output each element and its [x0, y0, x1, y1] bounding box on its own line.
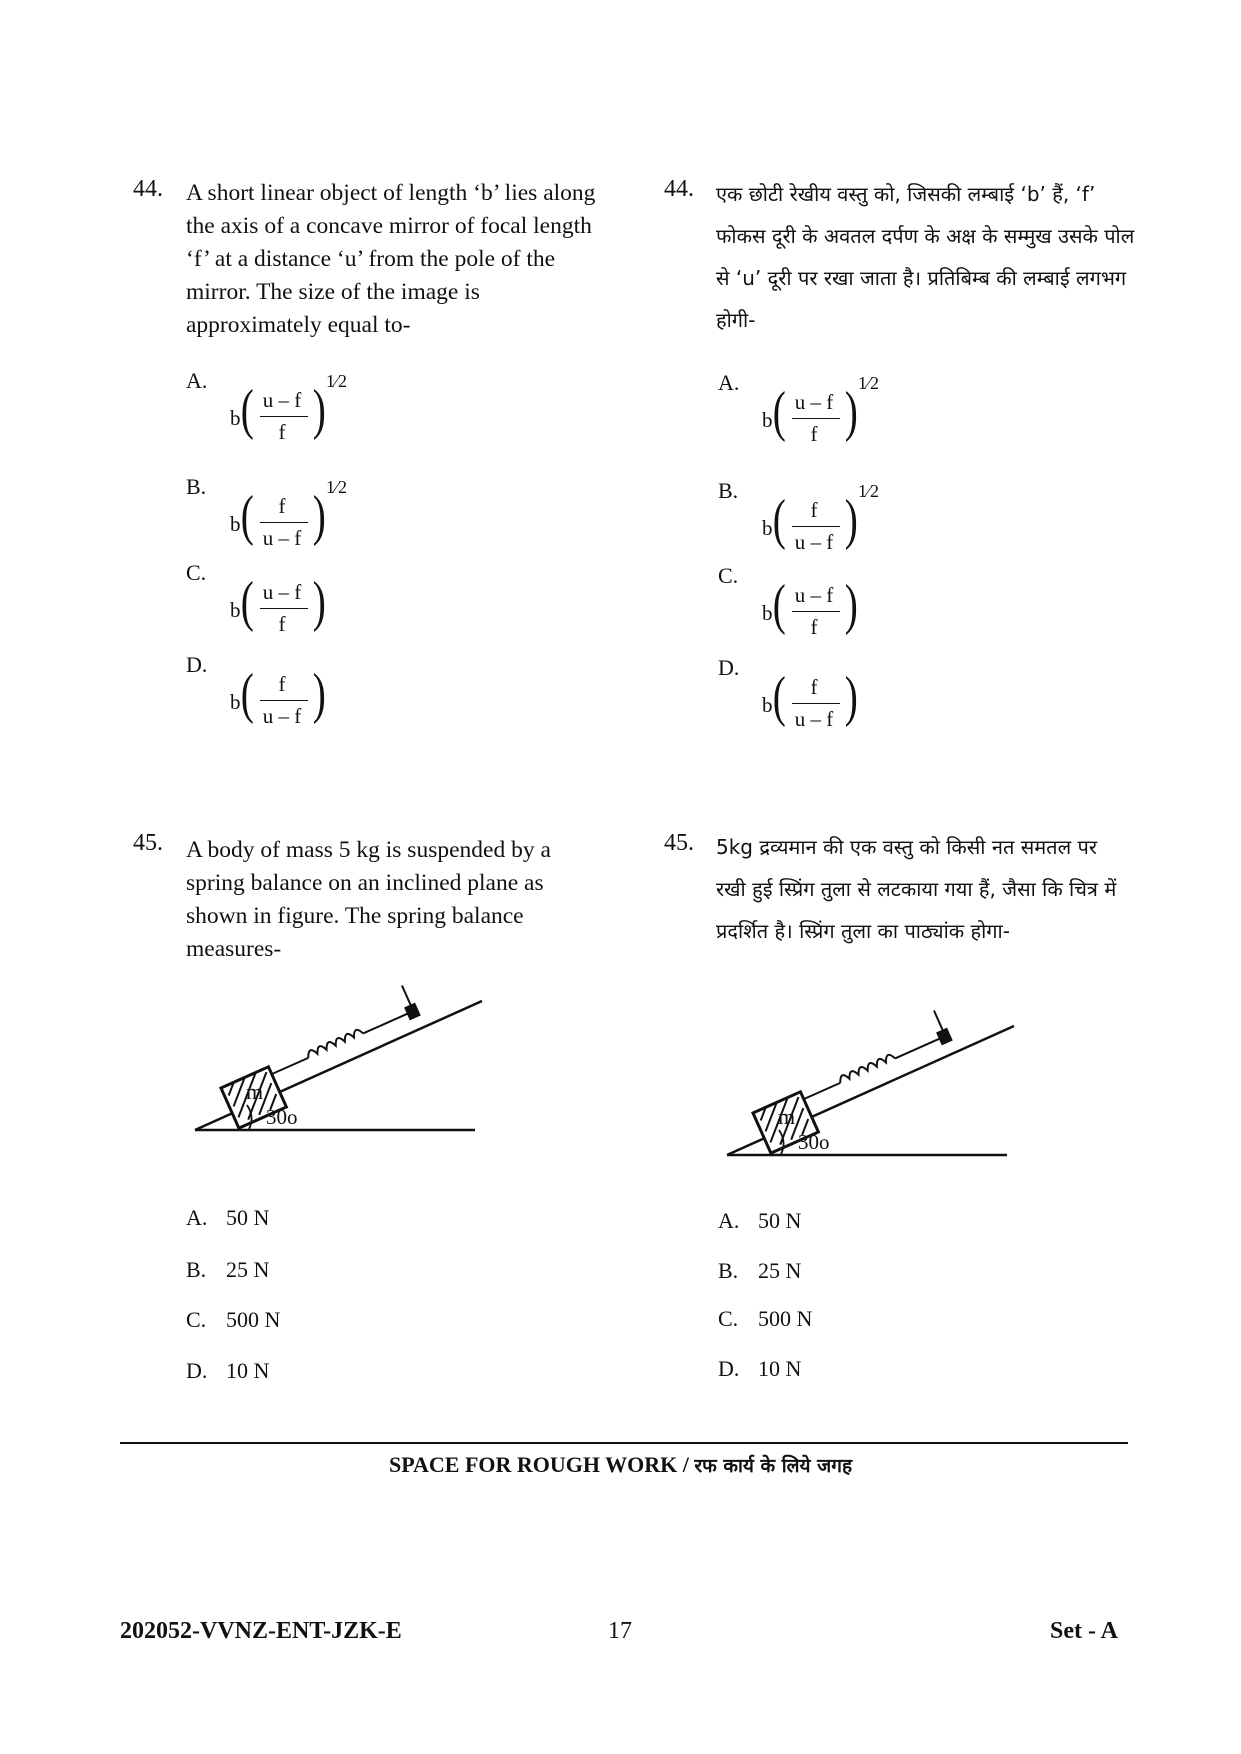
formula-coefficient: b — [230, 406, 241, 430]
fraction — [252, 580, 312, 640]
fraction-denominator: f — [278, 612, 286, 636]
fraction-bar — [792, 526, 840, 527]
formula-coefficient: b — [762, 408, 773, 432]
formula-coefficient: b — [230, 690, 241, 714]
fraction — [784, 675, 844, 735]
footer-page-number: 17 — [608, 1618, 632, 1644]
right-paren: ) — [312, 663, 326, 725]
q44-en-option-label: A. — [186, 368, 208, 393]
rough-work-en: SPACE FOR ROUGH WORK / — [388, 1452, 689, 1477]
fraction — [784, 390, 844, 450]
fraction-numerator: f — [278, 672, 286, 696]
fraction — [252, 388, 312, 448]
footer-set: Set - A — [1050, 1618, 1118, 1644]
q45-en-option-label: C. — [186, 1307, 207, 1332]
right-paren: ) — [844, 489, 858, 551]
inclined-plane-diagram — [727, 1008, 1014, 1155]
mass-label: m — [246, 1079, 264, 1104]
formula-exponent: 1⁄2 — [858, 373, 880, 393]
q44-en-option-label: C. — [186, 560, 207, 585]
q45-en-option-text: 500 N — [226, 1307, 281, 1332]
fraction-bar — [792, 611, 840, 612]
left-paren: ( — [772, 574, 786, 636]
fraction-bar — [260, 522, 308, 523]
fraction-bar — [260, 416, 308, 417]
left-paren: ( — [772, 381, 786, 443]
formula-exponent: 1⁄2 — [326, 477, 348, 497]
fraction-bar — [260, 700, 308, 701]
q45-number-hi: 45. — [664, 830, 694, 856]
left-paren: ( — [772, 666, 786, 728]
formula-coefficient: b — [762, 693, 773, 717]
right-paren: ) — [844, 381, 858, 443]
q44-en-option-formula — [230, 663, 360, 742]
fraction-numerator: f — [810, 498, 818, 522]
formula-exponent: 1⁄2 — [326, 371, 348, 391]
rough-work-divider — [120, 1442, 1128, 1444]
q45-hi-option-label: A. — [718, 1208, 740, 1233]
right-paren: ) — [312, 571, 326, 633]
q44-en-option-label: B. — [186, 474, 207, 499]
q44-en-option-label: D. — [186, 652, 208, 677]
q44-stem-hi: एक छोटी रेखीय वस्तु को, जिसकी लम्बाई ‘b’ हैं, ‘f’ फोकस दूरी के अवतल दर्पण के अक्ष के सम्मुख उसके पोल से ‘u’ दूरी पर रखा जाता है। प्रतिबिम्ब की लम्बाई लगभग होगी- — [716, 182, 1135, 332]
q45-hi-option-label: D. — [718, 1356, 740, 1381]
q45-en-option-label: A. — [186, 1205, 208, 1230]
q45-en-option-text: 10 N — [226, 1358, 270, 1383]
angle-label: 30o — [266, 1105, 298, 1129]
formula-coefficient: b — [230, 512, 241, 536]
q45-stem-en: A body of mass 5 kg is suspended by a spring balance on an inclined plane as shown in figure. The spring balance measures- — [186, 837, 551, 962]
q45-en-option-text: 25 N — [226, 1257, 270, 1282]
fraction-numerator: u – f — [262, 580, 302, 604]
angle-label: 30o — [798, 1130, 830, 1154]
formula-coefficient: b — [762, 516, 773, 540]
mass-label: m — [778, 1104, 796, 1129]
left-paren: ( — [240, 663, 254, 725]
right-paren: ) — [312, 379, 326, 441]
q44-en-option-formula — [230, 571, 360, 650]
q44-hi-option-label: C. — [718, 563, 739, 588]
fraction — [252, 494, 312, 554]
right-paren: ) — [844, 574, 858, 636]
fraction-bar — [792, 703, 840, 704]
inclined-plane-diagram — [195, 983, 482, 1130]
q45-en-option-text: 50 N — [226, 1205, 270, 1230]
q44-hi-option-formula — [762, 481, 892, 568]
left-paren: ( — [240, 379, 254, 441]
fraction-numerator: f — [278, 494, 286, 518]
q44-number-en: 44. — [133, 176, 163, 202]
q45-hi-option-text: 10 N — [758, 1356, 802, 1381]
q45-hi-option-text: 500 N — [758, 1306, 813, 1331]
q44-hi-option-formula — [762, 373, 892, 460]
fraction — [784, 498, 844, 558]
fraction-denominator: u – f — [794, 707, 834, 731]
q44-hi-option-formula — [762, 666, 892, 745]
fraction-denominator: f — [810, 615, 818, 639]
fraction-denominator: u – f — [794, 530, 834, 554]
q45-figure-en — [190, 975, 490, 1140]
fraction-numerator: u – f — [794, 390, 834, 414]
fraction — [252, 672, 312, 732]
fraction-denominator: f — [278, 420, 286, 444]
q44-hi-option-label: A. — [718, 370, 740, 395]
q45-number-en: 45. — [133, 830, 163, 856]
fraction-denominator: u – f — [262, 526, 302, 550]
q44-hi-option-label: D. — [718, 655, 740, 680]
rough-work-hi: रफ कार्य के लिये जगह — [694, 1455, 853, 1477]
fraction-bar — [792, 418, 840, 419]
formula-exponent: 1⁄2 — [858, 481, 880, 501]
q44-hi-option-formula — [762, 574, 892, 653]
fraction-numerator: u – f — [794, 583, 834, 607]
fraction-denominator: u – f — [262, 704, 302, 728]
formula-coefficient: b — [230, 598, 241, 622]
fraction-denominator: f — [810, 422, 818, 446]
left-paren: ( — [772, 489, 786, 551]
q45-en-option-label: B. — [186, 1257, 207, 1282]
left-paren: ( — [240, 485, 254, 547]
right-paren: ) — [844, 666, 858, 728]
q45-en-option-label: D. — [186, 1358, 208, 1383]
q45-hi-option-text: 25 N — [758, 1258, 802, 1283]
q45-hi-option-label: C. — [718, 1306, 739, 1331]
q44-stem-en: A short linear object of length ‘b’ lies along the axis of a concave mirror of focal length ‘f’ at a distance ‘u’ from the pole of the mirror. The size of the image is approximately equal to- — [186, 180, 596, 338]
q45-hi-option-label: B. — [718, 1258, 739, 1283]
q45-figure-hi — [722, 1000, 1022, 1165]
fraction-numerator: u – f — [262, 388, 302, 412]
q44-number-hi: 44. — [664, 176, 694, 202]
footer-code: 202052-VVNZ-ENT-JZK-E — [120, 1618, 402, 1644]
q45-stem-hi: 5kg द्रव्यमान की एक वस्तु को किसी नत समतल पर रखी हुई स्प्रिंग तुला से लटकाया गया हैं, जैसा कि चित्र में प्रदर्शित है। स्प्रिंग तुला का पाठ्यांक होगा- — [716, 835, 1117, 943]
fraction — [784, 583, 844, 643]
rough-work-heading — [0, 1452, 1241, 1478]
left-paren: ( — [240, 571, 254, 633]
q44-hi-option-label: B. — [718, 478, 739, 503]
q44-en-option-formula — [230, 477, 360, 564]
formula-coefficient: b — [762, 601, 773, 625]
q45-hi-option-text: 50 N — [758, 1208, 802, 1233]
right-paren: ) — [312, 485, 326, 547]
fraction-bar — [260, 608, 308, 609]
fraction-numerator: f — [810, 675, 818, 699]
q44-en-option-formula — [230, 371, 360, 458]
